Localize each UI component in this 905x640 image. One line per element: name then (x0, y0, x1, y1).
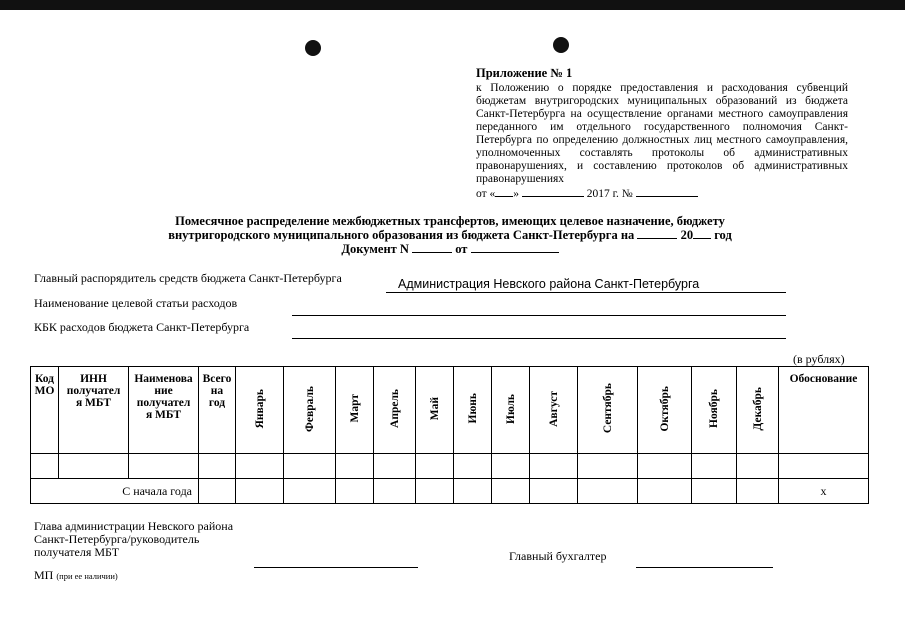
year-blank (637, 228, 677, 239)
table-cell[interactable] (692, 479, 737, 504)
table-cell[interactable] (737, 454, 779, 479)
chief-accountant-label: Главный бухгалтер (509, 549, 607, 563)
annex-date-line (476, 186, 848, 201)
transfers-table (30, 366, 869, 504)
table-cell[interactable] (530, 479, 578, 504)
header-total-year: Всего на год (199, 367, 236, 454)
stamp-place-note: (при ее наличии) (56, 571, 118, 581)
month-blank (522, 186, 584, 197)
header-month-may: Май (416, 367, 454, 454)
heading-line-2-start: внутригородского муниципального образования из бюджета Санкт-Петербурга на (168, 228, 635, 242)
header-month-july: Июль (492, 367, 530, 454)
annex-block (476, 66, 848, 201)
document-date-label: от (455, 242, 468, 256)
header-month-november: Ноябрь (692, 367, 737, 454)
annex-date-year: 2017 г. № (586, 188, 633, 200)
punch-hole-left (305, 40, 321, 56)
head-title-line-3: получателя МБТ (34, 545, 120, 559)
table-cell[interactable] (236, 454, 284, 479)
annex-text: к Положению о порядке предоставления и расходования субвенций бюджетам внутригородских муниципальных образований из бюджета Санкт-Петербурга на осуществление органами местного самоуправления переданного им отдельного государственного полномочия Санкт-Петербурга по определению должностных лиц местного самоуправления, уполномоченных составлять протоколы об административных правонарушениях, и составлению протоколов об административных правонарушениях (476, 82, 848, 185)
document-heading (120, 214, 780, 256)
table-cell[interactable] (199, 454, 236, 479)
budget-manager-value: Администрация Невского района Санкт-Петербурга (398, 277, 700, 291)
document-number-label: Документ N (341, 242, 409, 256)
target-article-label: Наименование целевой статьи расходов (34, 296, 238, 310)
kbk-label: КБК расходов бюджета Санкт-Петербурга (34, 320, 250, 334)
since-year-start-label: С начала года (31, 479, 199, 504)
table-cell[interactable] (374, 479, 416, 504)
annex-date-prefix: от « (476, 188, 496, 200)
header-month-april: Апрель (374, 367, 416, 454)
document-date-blank (471, 242, 559, 253)
table-cell[interactable] (59, 454, 129, 479)
table-total-row (31, 479, 869, 504)
budget-manager-label: Главный распорядитель средств бюджета Санкт-Петербурга (34, 271, 342, 285)
budget-manager-line (386, 292, 786, 293)
table-cell[interactable] (638, 479, 692, 504)
table-cell[interactable] (737, 479, 779, 504)
heading-line-2-end: год (714, 228, 732, 242)
head-signature-line (254, 567, 418, 568)
punch-hole-right (553, 37, 569, 53)
table-cell[interactable] (336, 454, 374, 479)
table-cell[interactable] (492, 454, 530, 479)
header-month-august: Август (530, 367, 578, 454)
stamp-place-label: МП (34, 568, 54, 582)
table-cell[interactable] (638, 454, 692, 479)
table-cell[interactable] (779, 454, 869, 479)
table-cell[interactable] (530, 454, 578, 479)
header-inn: ИНН получател я МБТ (59, 367, 129, 454)
header-basis: Обоснование (779, 367, 869, 454)
header-month-january: Январь (236, 367, 284, 454)
table-cell[interactable] (416, 454, 454, 479)
stamp-place (34, 568, 118, 583)
table-cell[interactable] (454, 479, 492, 504)
heading-line-2-mid: 20 (680, 228, 694, 242)
header-month-march: Март (336, 367, 374, 454)
basis-x-mark: x (779, 479, 869, 504)
year-suffix-blank (693, 228, 711, 239)
table-header-row (31, 367, 869, 454)
scan-top-border (0, 0, 905, 10)
head-title-line-1: Глава администрации Невского района (34, 519, 234, 533)
table-row (31, 454, 869, 479)
table-cell[interactable] (374, 454, 416, 479)
table-cell[interactable] (578, 454, 638, 479)
number-blank (636, 186, 698, 197)
header-month-june: Июнь (454, 367, 492, 454)
day-blank (495, 186, 513, 197)
heading-line-3 (120, 242, 780, 256)
header-month-february: Февраль (284, 367, 336, 454)
table-cell[interactable] (129, 454, 199, 479)
accountant-signature-line (636, 567, 773, 568)
header-month-september: Сентябрь (578, 367, 638, 454)
table-cell[interactable] (284, 454, 336, 479)
table-cell[interactable] (454, 454, 492, 479)
table-cell[interactable] (492, 479, 530, 504)
header-month-october: Октябрь (638, 367, 692, 454)
table-cell[interactable] (416, 479, 454, 504)
header-recipient-name: Наименова ние получател я МБТ (129, 367, 199, 454)
header-kod-mo: Код МО (31, 367, 59, 454)
table-cell[interactable] (31, 454, 59, 479)
heading-line-1: Помесячное распределение межбюджетных трансфертов, имеющих целевое назначение, бюджету (175, 214, 725, 228)
annex-date-mid: » (513, 188, 519, 200)
table-cell[interactable] (199, 479, 236, 504)
header-month-december: Декабрь (737, 367, 779, 454)
table-cell[interactable] (236, 479, 284, 504)
table-cell[interactable] (578, 479, 638, 504)
table-cell[interactable] (336, 479, 374, 504)
target-article-line (292, 315, 786, 316)
table-cell[interactable] (692, 454, 737, 479)
kbk-line (292, 338, 786, 339)
annex-title: Приложение № 1 (476, 66, 573, 80)
head-signature-block (34, 520, 233, 559)
table-cell[interactable] (284, 479, 336, 504)
document-number-blank (412, 242, 452, 253)
head-title-line-2: Санкт-Петербурга/руководитель (34, 532, 200, 546)
units-note: (в рублях) (793, 352, 845, 366)
heading-line-2 (120, 228, 780, 242)
